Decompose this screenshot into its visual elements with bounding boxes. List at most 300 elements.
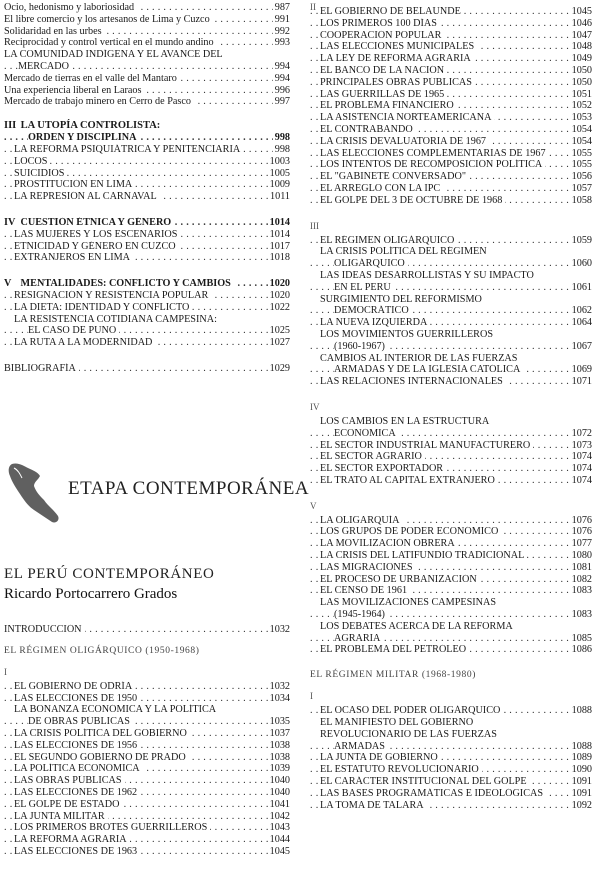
toc-entry-title: AGRARIA [334, 633, 383, 644]
toc-entry-page: 1040 [269, 786, 290, 798]
toc-entry-page: 1090 [571, 764, 592, 776]
toc-entry-title: EL SECTOR AGRARIO [320, 451, 425, 462]
toc-entry-page: 1037 [269, 727, 290, 739]
toc-entry-page: 1045 [571, 6, 592, 17]
toc-entry-page: 1054 [571, 123, 592, 135]
toc-entry-title: EL RÉGIMEN OLIGÁRQUICO [320, 235, 457, 246]
toc-entry-page: 1088 [571, 740, 592, 752]
toc-entry-page: 1025 [269, 325, 290, 337]
toc-entry [310, 112, 592, 124]
toc-entry [310, 30, 592, 42]
toc-entry-page: 1071 [571, 376, 592, 388]
toc-entry-page: 1057 [571, 182, 592, 194]
toc-entry [310, 89, 592, 101]
section-v-entries [4, 290, 290, 349]
toc-entry-page: 998 [274, 132, 290, 144]
toc-entry-page: 1052 [571, 100, 592, 112]
toc-entry-page: 1042 [269, 810, 290, 822]
toc-entry-page: 1055 [571, 159, 592, 171]
toc-entry-page: 1083 [571, 585, 592, 597]
toc-entry-title: RESIGNACIÓN Y RESISTENCIA POPULAR [14, 290, 211, 301]
toc-entry-title: LOS INTENTOS DE RECOMPOSICIÓN POLÍTICA [320, 159, 545, 170]
toc-entry [310, 341, 592, 353]
toc-entry [310, 6, 592, 18]
toc-entry [310, 41, 592, 53]
toc-entry-title: LOS DEBATES ACERCA DE LA REFORMA [320, 621, 516, 632]
toc-entry-page: 1085 [571, 632, 592, 644]
toc-entry-title: DE OBRAS PÚBLICAS [28, 716, 133, 727]
toc-entry [310, 353, 592, 365]
toc-entry-page: 1049 [571, 53, 592, 65]
toc-entry [310, 136, 592, 148]
toc-entry-page: 992 [274, 25, 290, 37]
toc-entry-page: 1018 [269, 252, 290, 264]
toc-entry-title: LOS PRIMEROS BROTES GUERRILLEROS [14, 822, 210, 833]
toc-entry-title: EN EL PERÚ [334, 282, 394, 293]
toc-entry-page: 1089 [571, 752, 592, 764]
toc-entry-page: 1050 [571, 76, 592, 88]
right-iv-entries [310, 416, 592, 487]
toc-entry-title: OLIGÁRQUICO [334, 258, 408, 269]
toc-entry [310, 475, 592, 487]
roman-numeral: I [4, 666, 7, 677]
toc-entry-page: 1072 [571, 427, 592, 439]
toc-entry [310, 364, 592, 376]
toc-entry [4, 846, 290, 858]
toc-entry-page: 1050 [571, 64, 592, 76]
toc-entry-page: 1083 [571, 609, 592, 621]
toc-entry-page: 1039 [269, 763, 290, 775]
toc-entry [4, 693, 290, 705]
section-iv-entries [4, 229, 290, 264]
toc-entry [310, 148, 592, 160]
toc-entry-page: 1054 [571, 135, 592, 147]
toc-entry-page: 998 [274, 143, 290, 155]
toc-entry-title: LA TOMA DE TALARA [320, 800, 427, 811]
toc-entry-title: LOS PRIMEROS 100 DÍAS [320, 18, 440, 29]
toc-entry-title: EL MANIFIESTO DEL GOBIERNO [320, 717, 476, 728]
toc-entry-title: LAS ELECCIONES DE 1956 [14, 740, 140, 751]
toc-entry-page: 994 [274, 60, 290, 72]
right-column [310, 0, 592, 811]
toc-entry-page: 1011 [270, 191, 290, 203]
toc-entry-page: 1076 [571, 514, 592, 526]
toc-entry-title: LA MOVILIZACIÓN OBRERA [320, 538, 458, 549]
toc-entry [4, 132, 290, 144]
toc-entry [310, 633, 592, 645]
toc-entry [4, 763, 290, 775]
toc-entry-page: 1061 [571, 281, 592, 293]
toc-entry-title: EL GOBIERNO DE BELAUNDE [320, 6, 464, 17]
toc-entry [4, 252, 290, 264]
toc-entry [4, 681, 290, 693]
toc-entry-title: LAS ELECCIONES MUNICIPALES [320, 41, 477, 52]
toc-entry [4, 61, 290, 73]
toc-entry-title: EXTRANJEROS EN LIMA [14, 252, 133, 263]
toc-entry-page: 1003 [269, 155, 290, 167]
toc-entry-title: EL GOBIERNO DE ODRÍA [14, 681, 135, 692]
toc-entry [4, 752, 290, 764]
toc-entry [310, 764, 592, 776]
toc-entry-page: 1043 [269, 822, 290, 834]
toc-entry [310, 729, 592, 741]
toc-entry-title: EL BANCO DE LA NACIÓN [320, 65, 447, 76]
toc-entry-page: 997 [274, 96, 290, 108]
toc-entry [4, 787, 290, 799]
toc-entry [4, 822, 290, 834]
toc-entry-page: 1076 [571, 526, 592, 538]
toc-entry-title: Mercado de tierras en el valle del Mantaro [4, 73, 180, 84]
toc-entry-title: CAMBIOS AL INTERIOR DE LAS FUERZAS [320, 353, 520, 364]
toc-entry [4, 337, 290, 349]
toc-entry-page: 1077 [571, 538, 592, 550]
toc-entry-page: 1022 [269, 301, 290, 313]
toc-entry [4, 73, 290, 85]
toc-entry-page: 991 [274, 13, 290, 25]
toc-entry [310, 65, 592, 77]
etapa-title: ETAPA CONTEMPORÁNEA [68, 478, 310, 499]
toc-entry-page: 1062 [571, 305, 592, 317]
toc-entry [4, 834, 290, 846]
toc-entry-title: MERCADO [18, 61, 72, 72]
toc-entry [310, 294, 592, 306]
toc-entry-title: LOCOS [14, 156, 50, 167]
toc-entry-title: LA REFORMA PSIQUIÁTRICA Y PENITENCIARIA [14, 144, 243, 155]
toc-entry [4, 716, 290, 728]
toc-entry-title: LA JUNTA DE GOBIERNO [320, 752, 441, 763]
toc-entry-page: 1038 [269, 739, 290, 751]
toc-entry [4, 229, 290, 241]
toc-entry-page: 1040 [269, 775, 290, 787]
toc-entry-title: Solidaridad en las urbes [4, 26, 105, 37]
toc-entry-title: LA COMUNIDAD INDÍGENA Y EL AVANCE DEL [4, 49, 226, 60]
toc-entry-title: LAS OBRAS PÚBLICAS [14, 775, 125, 786]
toc-entry [310, 416, 592, 428]
toc-entry [310, 124, 592, 136]
toc-entry [4, 156, 290, 168]
toc-entry-title: EL SECTOR EXPORTADOR [320, 463, 446, 474]
toc-entry [4, 241, 290, 253]
toc-entry [4, 302, 290, 314]
toc-entry [4, 96, 290, 108]
toc-entry-page: 1055 [571, 147, 592, 159]
toc-entry-page: 1009 [269, 179, 290, 191]
toc-entry-page: 1088 [571, 705, 592, 717]
section-heading: IV CUESTIÓN ÉTNICA Y GÉNERO 1014 . . . [4, 217, 290, 229]
etapa-banner [4, 462, 310, 526]
toc-entry-title: EL PROCESO DE URBANIZACIÓN [320, 574, 480, 585]
toc-entry-title: LA ASISTENCIA NORTEAMERICANA [320, 112, 494, 123]
toc-entry-page: 993 [274, 37, 290, 49]
peru-map-icon [4, 462, 66, 526]
section-iv [4, 217, 290, 264]
toc-entry [310, 526, 592, 538]
right-ii-entries [310, 6, 592, 207]
toc-entry [310, 270, 592, 282]
toc-entry [310, 574, 592, 586]
toc-entry [4, 325, 290, 337]
toc-entry-title: EL PROBLEMA FINANCIERO [320, 100, 457, 111]
toc-entry-title: LAS MUJERES Y LOS ESCENARIOS [14, 229, 180, 240]
toc-entry-title: LAS ELECCIONES COMPLEMENTARIAS DE 1967 [320, 148, 549, 159]
toc-entry [4, 14, 290, 26]
toc-entry-page: 1082 [571, 573, 592, 585]
toc-entry-title: Ocio, hedonismo y laboriosidad [4, 2, 137, 13]
toc-entry [310, 171, 592, 183]
entries-left-top [4, 2, 290, 108]
toc-entry-page: 1034 [269, 692, 290, 704]
toc-entry [4, 290, 290, 302]
toc-entry-page: 1032 [269, 680, 290, 692]
toc-entry-page: 1045 [269, 845, 290, 857]
toc-entry-title: LA NUEVA IZQUIERDA [320, 317, 430, 328]
toc-entry-title: LA CRISIS DEVALUATORIA DE 1967 [320, 136, 489, 147]
section-iii-entries [4, 132, 290, 203]
toc-entry-title: LA CRISIS POLÍTICA DEL RÉGIMEN [320, 246, 490, 257]
book-title: EL PERÚ CONTEMPORÁNEO [4, 566, 215, 582]
section-heading: V MENTALIDADES: CONFLICTO Y CAMBIOS 1020 . . . [4, 278, 290, 290]
toc-entry-title: LAS IDEAS DESARROLLISTAS Y SU IMPACTO [320, 270, 537, 281]
toc-entry-title: LA RUTA A LA MODERNIDAD [14, 337, 155, 348]
toc-entry-title: LA BONANZA ECONÓMICA Y LA POLÍTICA [14, 704, 219, 715]
toc-entry-title: LA OLIGARQUÍA [320, 515, 403, 526]
toc-entry-title: EL ARREGLO CON LA IPC [320, 183, 443, 194]
toc-entry-title: SUICIDIOS [14, 168, 67, 179]
toc-entry [310, 376, 592, 388]
toc-entry-title: Mercado de trabajo minero en Cerro de Pasco [4, 96, 194, 107]
toc-entry [4, 740, 290, 752]
roman-numeral: IV [310, 401, 320, 412]
toc-entry-page: 1080 [571, 550, 592, 562]
right-v-entries [310, 515, 592, 657]
toc-entry [310, 463, 592, 475]
toc-entry-title: (1945-1964) [334, 609, 388, 620]
roman-numeral: III [310, 220, 319, 231]
toc-entry-page: 1074 [571, 463, 592, 475]
toc-entry-title: DEMOCRÁTICO [334, 305, 412, 316]
period-heading: EL RÉGIMEN MILITAR (1968-1980) [310, 670, 476, 681]
toc-entry [310, 77, 592, 89]
toc-entry-title: LAS MIGRACIONES [320, 562, 416, 573]
toc-entry-page: 1091 [571, 776, 592, 788]
toc-entry [310, 246, 592, 258]
toc-entry-page: 1059 [571, 234, 592, 246]
book-author: Ricardo Portocarrero Grados [4, 586, 178, 602]
toc-entry-title: LAS MOVILIZACIONES CAMPESINAS [320, 597, 499, 608]
toc-entry-page: 1038 [269, 751, 290, 763]
toc-entry-title: Reciprocidad y control vertical en el mundo andino [4, 37, 217, 48]
toc-entry-title: LAS BASES PROGRAMÁTICAS E IDEOLÓGICAS [320, 788, 546, 799]
toc-entry-page: 1060 [571, 258, 592, 270]
toc-entry-page: 1046 [571, 17, 592, 29]
toc-entry [310, 159, 592, 171]
toc-entry-page: 1092 [571, 799, 592, 811]
toc-entry [310, 788, 592, 800]
toc-entry [4, 799, 290, 811]
toc-entry [310, 428, 592, 440]
toc-entry [310, 282, 592, 294]
toc-entry-title: EL TRATO AL CAPITAL EXTRANJERO [320, 475, 498, 486]
left-column [4, 0, 290, 375]
toc-entry-title: LAS ELECCIONES DE 1962 [14, 787, 140, 798]
section-v [4, 278, 290, 349]
toc-entry-title: ETNICIDAD Y GÉNERO EN CUZCO [14, 241, 179, 252]
toc-entry-page: 1064 [571, 317, 592, 329]
toc-entry-title: EL PROBLEMA DEL PETRÓLEO [320, 644, 469, 655]
toc-entry-title: LA CRISIS DEL LATIFUNDIO TRADICIONAL [320, 550, 527, 561]
toc-entry-page: 1041 [269, 798, 290, 810]
toc-entry-title: EL SECTOR INDUSTRIAL MANUFACTURERO [320, 440, 533, 451]
toc-entry-page: 1056 [571, 171, 592, 183]
toc-entry [310, 752, 592, 764]
toc-entry-title: LAS RELACIONES INTERNACIONALES [320, 376, 506, 387]
roman-numeral: I [310, 691, 313, 702]
toc-entry [310, 776, 592, 788]
toc-entry [310, 100, 592, 112]
toc-entry-page: 1044 [269, 834, 290, 846]
toc-entry [4, 37, 290, 49]
toc-entry-page: 1073 [571, 439, 592, 451]
toc-entry [310, 451, 592, 463]
right-iii-entries [310, 235, 592, 388]
toc-entry [310, 329, 592, 341]
toc-entry-page: 987 [274, 2, 290, 13]
toc-entry [4, 775, 290, 787]
toc-entry-title: El libre comercio y los artesanos de Lima y Cuzco [4, 14, 213, 25]
toc-entry [310, 317, 592, 329]
toc-entry-page: 1020 [269, 289, 290, 301]
toc-entry [4, 314, 290, 326]
toc-entry [4, 179, 290, 191]
toc-entry-title: ARMADAS [334, 741, 388, 752]
toc-entry-page: 1017 [269, 240, 290, 252]
toc-entry-page: 1091 [571, 787, 592, 799]
toc-entry-title: (1960-1967) [334, 341, 388, 352]
toc-entry-page: 1048 [571, 41, 592, 53]
toc-entry [310, 538, 592, 550]
toc-entry-title: LAS ELECCIONES DE 1950 [14, 693, 140, 704]
toc-entry [310, 195, 592, 207]
toc-entry [310, 705, 592, 717]
toc-entry [4, 26, 290, 38]
toc-entry-title: LOS MOVIMIENTOS GUERRILLEROS [320, 329, 496, 340]
toc-entry-title: REVOLUCIONARIO DE LAS FUERZAS [320, 729, 500, 740]
toc-entry [310, 800, 592, 812]
toc-entry [310, 258, 592, 270]
toc-entry-page: 1074 [571, 474, 592, 486]
toc-entry [310, 515, 592, 527]
toc-entry [310, 440, 592, 452]
toc-entry-page: 1067 [571, 340, 592, 352]
toc-entry [310, 644, 592, 656]
introduccion-entry: INTRODUCCIÓN 1032 . . . [4, 624, 290, 636]
toc-entry-title: ECONÓMICA [334, 428, 399, 439]
roman-numeral: V [310, 500, 317, 511]
bibliografia-entry: BIBLIOGRAFÍA 1029 . . . [4, 363, 290, 375]
toc-entry-page: 994 [274, 72, 290, 84]
toc-entry-title: EL SEGUNDO GOBIERNO DE PRADO [14, 752, 189, 763]
toc-entry-title: LA RESISTENCIA COTIDIANA CAMPESINA: [14, 314, 220, 325]
toc-entry-title: EL CONTRABANDO [320, 124, 416, 135]
toc-entry [4, 85, 290, 97]
toc-entry [4, 144, 290, 156]
toc-entry [4, 728, 290, 740]
toc-entry-title: LA LEY DE REFORMA AGRARIA [320, 53, 474, 64]
roman-numeral: II [310, 2, 316, 12]
toc-entry-title: ARMADAS Y DE LA IGLESIA CATÓLICA [334, 364, 523, 375]
toc-entry [4, 191, 290, 203]
toc-entry-page: 1047 [571, 29, 592, 41]
toc-entry [4, 2, 290, 14]
section-iii [4, 120, 290, 203]
toc-entry-title: EL GOLPE DEL 3 DE OCTUBRE DE 1968 [320, 195, 505, 206]
toc-entry [4, 49, 290, 61]
toc-entry [310, 183, 592, 195]
right-i2-entries [310, 705, 592, 811]
toc-entry-title: LA REFORMA AGRARIA [14, 834, 130, 845]
toc-entry-title: LOS CAMBIOS EN LA ESTRUCTURA [320, 416, 492, 427]
toc-entry [4, 704, 290, 716]
section-heading: III LA UTOPÍA CONTROLISTA: [4, 120, 161, 132]
toc-entry-title: Una experiencia liberal en Laraos [4, 85, 144, 96]
toc-entry-page: 1058 [571, 194, 592, 206]
toc-entry-title: EL "GABINETE CONVERSADO" [320, 171, 469, 182]
toc-entry-page: 1081 [571, 561, 592, 573]
toc-entry [310, 305, 592, 317]
toc-entry-page: 1027 [269, 337, 290, 349]
toc-entry [310, 550, 592, 562]
toc-entry-title: EL CARÁCTER INSTITUCIONAL DEL GOLPE [320, 776, 530, 787]
toc-entry-page: 1053 [571, 112, 592, 124]
toc-entry-title: EL OCASO DEL PODER OLIGÁRQUICO [320, 705, 503, 716]
toc-entry-title: PROSTITUCIÓN EN LIMA [14, 179, 135, 190]
toc-entry-page: 1051 [571, 88, 592, 100]
toc-entry-title: LOS GRUPOS DE PODER ECONÓMICO [320, 526, 501, 537]
toc-entry [310, 562, 592, 574]
toc-entry-title: LA JUNTA MILITAR [14, 811, 108, 822]
toc-entry-title: LA CRISIS POLÍTICA DEL GOBIERNO [14, 728, 190, 739]
toc-entry-page: 1069 [571, 364, 592, 376]
toc-entry-page: 1005 [269, 167, 290, 179]
toc-entry-title: LAS ELECCIONES DE 1963 [14, 846, 140, 857]
toc-entry-page: 996 [274, 84, 290, 96]
toc-entry [310, 741, 592, 753]
toc-entry-title: SURGIMIENTO DEL REFORMISMO [320, 294, 485, 305]
toc-entry [310, 621, 592, 633]
toc-entry-title: EL ESTATUTO REVOLUCIONARIO [320, 764, 482, 775]
toc-entry-title: LAS GUERRILLAS DE 1965 [320, 89, 447, 100]
toc-entry-title: LA REPRESIÓN AL CARNAVAL [14, 191, 160, 202]
left-bottom-column [4, 624, 290, 858]
toc-entry [4, 811, 290, 823]
toc-entry [4, 168, 290, 180]
toc-entry-title: PRINCIPALES OBRAS PÚBLICAS [320, 77, 475, 88]
toc-entry-title: LA DIETA: IDENTIDAD Y CONFLICTO [14, 302, 192, 313]
toc-entry [310, 235, 592, 247]
toc-entry-page: 1086 [571, 644, 592, 656]
toc-entry [310, 609, 592, 621]
period-heading: EL RÉGIMEN OLIGÁRQUICO (1950-1968) [4, 645, 200, 656]
toc-entry-page: 1074 [571, 451, 592, 463]
toc-entry-page: 1035 [269, 716, 290, 728]
toc-entry-title: EL GOLPE DE ESTADO [14, 799, 122, 810]
toc-entry [310, 597, 592, 609]
toc-entry-title: LA POLÍTICA ECONÓMICA [14, 763, 143, 774]
toc-entry-title: ORDEN Y DISCIPLINA [28, 132, 140, 143]
toc-entry-title: EL CENSO DE 1961 [320, 585, 410, 596]
toc-entry [310, 585, 592, 597]
toc-entry [310, 717, 592, 729]
